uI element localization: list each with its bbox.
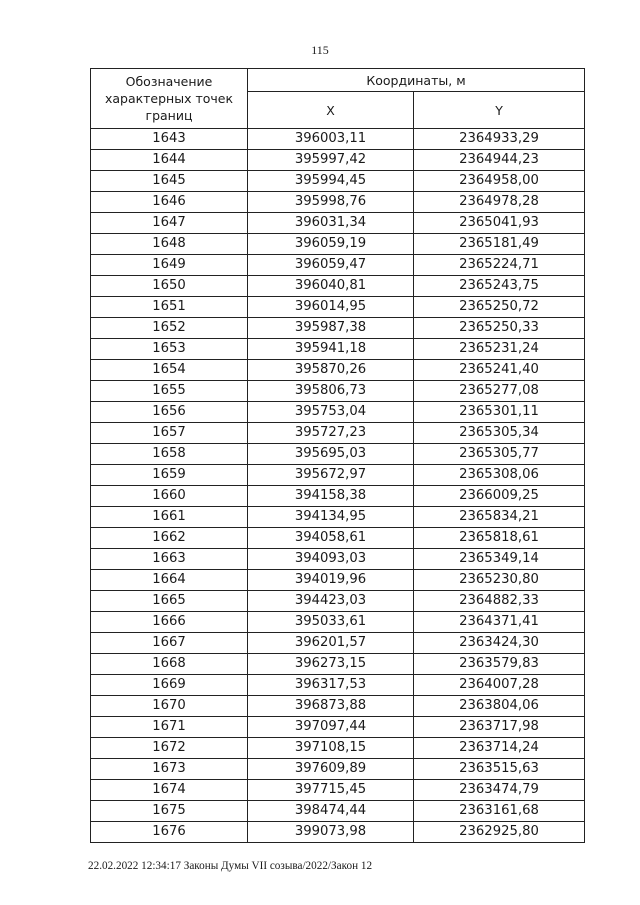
table-row xyxy=(91,696,585,717)
y-coordinate-cell: 2365181,49 xyxy=(414,234,585,255)
point-number-cell: 1650 xyxy=(91,276,248,297)
table-row xyxy=(91,612,585,633)
x-coordinate-cell: 395806,73 xyxy=(248,381,414,402)
point-number-cell: 1667 xyxy=(91,633,248,654)
y-coordinate-cell: 2364007,28 xyxy=(414,675,585,696)
y-coordinate-cell: 2365834,21 xyxy=(414,507,585,528)
point-number-cell: 1648 xyxy=(91,234,248,255)
y-coordinate-cell: 2365250,33 xyxy=(414,318,585,339)
x-coordinate-cell: 394019,96 xyxy=(248,570,414,591)
point-number-cell: 1668 xyxy=(91,654,248,675)
table-row xyxy=(91,234,585,255)
point-number-cell: 1665 xyxy=(91,591,248,612)
table-row xyxy=(91,570,585,591)
point-number-cell: 1652 xyxy=(91,318,248,339)
y-coordinate-cell: 2363424,30 xyxy=(414,633,585,654)
point-number-cell: 1662 xyxy=(91,528,248,549)
table-row xyxy=(91,528,585,549)
point-number-cell: 1646 xyxy=(91,192,248,213)
table-row xyxy=(91,549,585,570)
point-number-cell: 1666 xyxy=(91,612,248,633)
x-coordinate-cell: 395672,97 xyxy=(248,465,414,486)
y-coordinate-cell: 2363804,06 xyxy=(414,696,585,717)
table-row xyxy=(91,381,585,402)
table-row xyxy=(91,129,585,150)
point-number-cell: 1669 xyxy=(91,675,248,696)
y-coordinate-cell: 2363717,98 xyxy=(414,717,585,738)
x-coordinate-cell: 394134,95 xyxy=(248,507,414,528)
point-number-cell: 1660 xyxy=(91,486,248,507)
x-coordinate-cell: 399073,98 xyxy=(248,822,414,843)
point-number-cell: 1671 xyxy=(91,717,248,738)
y-coordinate-cell: 2363714,24 xyxy=(414,738,585,759)
table-row xyxy=(91,780,585,801)
table-row xyxy=(91,801,585,822)
table-row xyxy=(91,633,585,654)
y-coordinate-cell: 2363474,79 xyxy=(414,780,585,801)
header-point-designation: Обозначение характерных точек границ xyxy=(91,69,248,129)
table-row xyxy=(91,171,585,192)
x-coordinate-cell: 396040,81 xyxy=(248,276,414,297)
y-coordinate-cell: 2363515,63 xyxy=(414,759,585,780)
point-number-cell: 1659 xyxy=(91,465,248,486)
header-x: X xyxy=(248,92,414,129)
x-coordinate-cell: 397097,44 xyxy=(248,717,414,738)
y-coordinate-cell: 2362925,80 xyxy=(414,822,585,843)
table-row xyxy=(91,255,585,276)
point-number-cell: 1664 xyxy=(91,570,248,591)
x-coordinate-cell: 395997,42 xyxy=(248,150,414,171)
y-coordinate-cell: 2365349,14 xyxy=(414,549,585,570)
table-row xyxy=(91,192,585,213)
point-number-cell: 1674 xyxy=(91,780,248,801)
table-row xyxy=(91,738,585,759)
y-coordinate-cell: 2365224,71 xyxy=(414,255,585,276)
x-coordinate-cell: 397609,89 xyxy=(248,759,414,780)
point-number-cell: 1657 xyxy=(91,423,248,444)
table-row xyxy=(91,465,585,486)
point-number-cell: 1647 xyxy=(91,213,248,234)
y-coordinate-cell: 2365305,77 xyxy=(414,444,585,465)
x-coordinate-cell: 395941,18 xyxy=(248,339,414,360)
x-coordinate-cell: 395870,26 xyxy=(248,360,414,381)
table-row xyxy=(91,654,585,675)
y-coordinate-cell: 2364371,41 xyxy=(414,612,585,633)
point-number-cell: 1643 xyxy=(91,129,248,150)
y-coordinate-cell: 2365231,24 xyxy=(414,339,585,360)
table-row xyxy=(91,717,585,738)
table-row xyxy=(91,297,585,318)
y-coordinate-cell: 2366009,25 xyxy=(414,486,585,507)
table-row xyxy=(91,591,585,612)
x-coordinate-cell: 394158,38 xyxy=(248,486,414,507)
x-coordinate-cell: 396873,88 xyxy=(248,696,414,717)
y-coordinate-cell: 2365243,75 xyxy=(414,276,585,297)
table-row xyxy=(91,402,585,423)
table-row xyxy=(91,318,585,339)
table-body xyxy=(91,129,585,843)
point-number-cell: 1672 xyxy=(91,738,248,759)
y-coordinate-cell: 2365230,80 xyxy=(414,570,585,591)
table-row xyxy=(91,675,585,696)
table-row xyxy=(91,339,585,360)
header-coordinates: Координаты, м xyxy=(248,69,585,92)
table-row xyxy=(91,360,585,381)
table-row xyxy=(91,213,585,234)
document-footer: 22.02.2022 12:34:17 Законы Думы VII созыва/2022/Закон 12 xyxy=(88,860,373,872)
x-coordinate-cell: 396014,95 xyxy=(248,297,414,318)
y-coordinate-cell: 2364978,28 xyxy=(414,192,585,213)
x-coordinate-cell: 395033,61 xyxy=(248,612,414,633)
page-number: 115 xyxy=(311,43,329,57)
y-coordinate-cell: 2365818,61 xyxy=(414,528,585,549)
point-number-cell: 1676 xyxy=(91,822,248,843)
y-coordinate-cell: 2365041,93 xyxy=(414,213,585,234)
x-coordinate-cell: 395753,04 xyxy=(248,402,414,423)
table-row xyxy=(91,150,585,171)
x-coordinate-cell: 397108,15 xyxy=(248,738,414,759)
point-number-cell: 1645 xyxy=(91,171,248,192)
point-number-cell: 1655 xyxy=(91,381,248,402)
point-number-cell: 1649 xyxy=(91,255,248,276)
point-number-cell: 1661 xyxy=(91,507,248,528)
table-row xyxy=(91,444,585,465)
y-coordinate-cell: 2365305,34 xyxy=(414,423,585,444)
y-coordinate-cell: 2365250,72 xyxy=(414,297,585,318)
y-coordinate-cell: 2364958,00 xyxy=(414,171,585,192)
point-number-cell: 1670 xyxy=(91,696,248,717)
point-number-cell: 1656 xyxy=(91,402,248,423)
x-coordinate-cell: 396273,15 xyxy=(248,654,414,675)
x-coordinate-cell: 396201,57 xyxy=(248,633,414,654)
point-number-cell: 1673 xyxy=(91,759,248,780)
x-coordinate-cell: 396059,47 xyxy=(248,255,414,276)
y-coordinate-cell: 2365241,40 xyxy=(414,360,585,381)
y-coordinate-cell: 2363579,83 xyxy=(414,654,585,675)
x-coordinate-cell: 397715,45 xyxy=(248,780,414,801)
coordinates-table xyxy=(90,68,585,843)
x-coordinate-cell: 395987,38 xyxy=(248,318,414,339)
point-number-cell: 1658 xyxy=(91,444,248,465)
y-coordinate-cell: 2364882,33 xyxy=(414,591,585,612)
table-row xyxy=(91,423,585,444)
point-number-cell: 1644 xyxy=(91,150,248,171)
y-coordinate-cell: 2365277,08 xyxy=(414,381,585,402)
x-coordinate-cell: 394423,03 xyxy=(248,591,414,612)
x-coordinate-cell: 395727,23 xyxy=(248,423,414,444)
x-coordinate-cell: 395695,03 xyxy=(248,444,414,465)
table-row xyxy=(91,486,585,507)
table-row xyxy=(91,822,585,843)
x-coordinate-cell: 394058,61 xyxy=(248,528,414,549)
table-row xyxy=(91,276,585,297)
y-coordinate-cell: 2365301,11 xyxy=(414,402,585,423)
point-number-cell: 1651 xyxy=(91,297,248,318)
point-number-cell: 1675 xyxy=(91,801,248,822)
x-coordinate-cell: 395998,76 xyxy=(248,192,414,213)
y-coordinate-cell: 2365308,06 xyxy=(414,465,585,486)
point-number-cell: 1653 xyxy=(91,339,248,360)
table-header xyxy=(91,69,585,129)
header-y: Y xyxy=(414,92,585,129)
x-coordinate-cell: 394093,03 xyxy=(248,549,414,570)
y-coordinate-cell: 2364933,29 xyxy=(414,129,585,150)
x-coordinate-cell: 396059,19 xyxy=(248,234,414,255)
y-coordinate-cell: 2364944,23 xyxy=(414,150,585,171)
x-coordinate-cell: 395994,45 xyxy=(248,171,414,192)
point-number-cell: 1663 xyxy=(91,549,248,570)
x-coordinate-cell: 396003,11 xyxy=(248,129,414,150)
point-number-cell: 1654 xyxy=(91,360,248,381)
table-row xyxy=(91,507,585,528)
table-row xyxy=(91,759,585,780)
y-coordinate-cell: 2363161,68 xyxy=(414,801,585,822)
x-coordinate-cell: 398474,44 xyxy=(248,801,414,822)
x-coordinate-cell: 396317,53 xyxy=(248,675,414,696)
x-coordinate-cell: 396031,34 xyxy=(248,213,414,234)
